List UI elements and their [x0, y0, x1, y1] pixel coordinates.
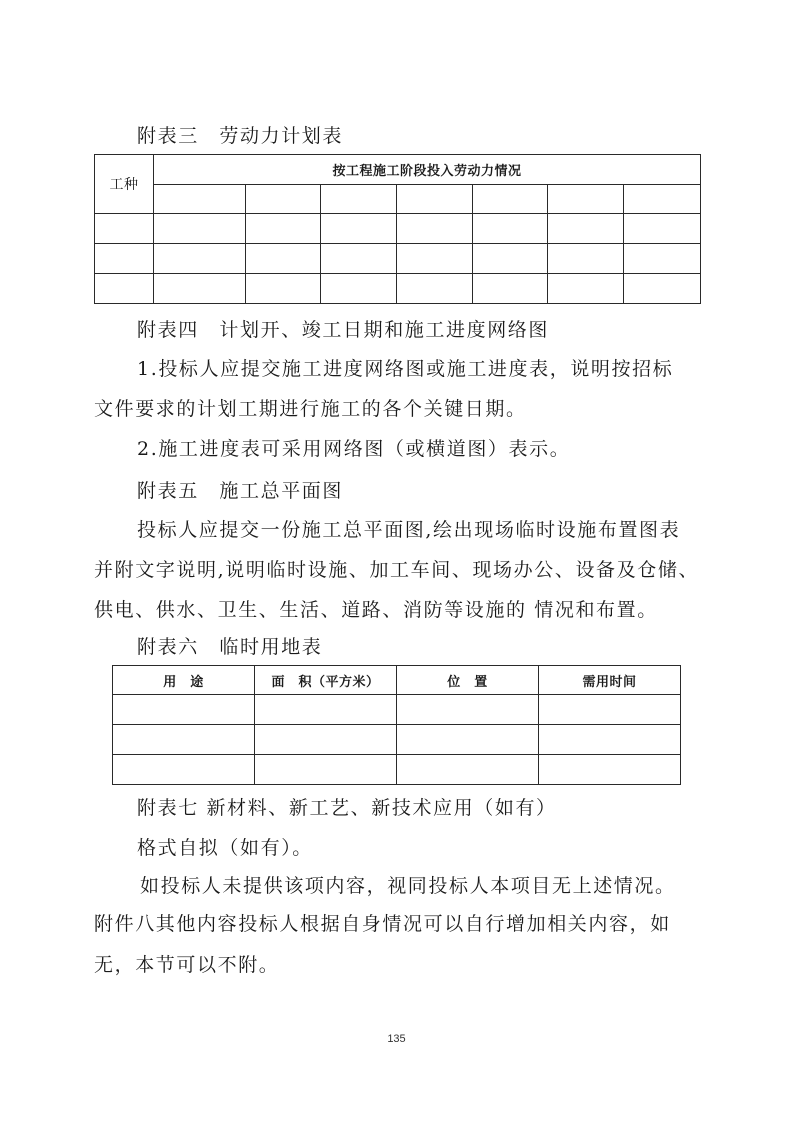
annex7-format: 格式自拟（如有）。: [137, 837, 313, 859]
stage-cell: [154, 185, 246, 214]
header-trade: 工种: [95, 155, 154, 214]
annex5-para-line1: 投标人应提交一份施工总平面图,绘出现场临时设施布置图表: [137, 519, 681, 541]
table-row: [95, 274, 701, 304]
annex4-item1-line1: 1.投标人应提交施工进度网络图或施工进度表，说明按招标: [137, 358, 674, 380]
table-row: [95, 244, 701, 274]
annex5-para-line2: 并附文字说明,说明临时设施、加工车间、现场办公、设备及仓储、: [94, 559, 700, 581]
table-row: [95, 214, 701, 244]
stage-cell: [473, 185, 548, 214]
annex5-para-line3: 供电、供水、卫生、生活、道路、消防等设施的 情况和布置。: [94, 599, 658, 621]
annex4-title: 附表四 计划开、竣工日期和施工进度网络图: [137, 319, 550, 341]
header-stage-labor: 按工程施工阶段投入劳动力情况: [154, 155, 701, 185]
table-row: [113, 755, 681, 785]
header-area: 面 积（平方米）: [255, 666, 397, 695]
stage-cell: [246, 185, 321, 214]
temporary-land-table: [112, 665, 681, 785]
header-required-time: 需用时间: [539, 666, 681, 695]
annex5-title: 附表五 施工总平面图: [137, 480, 344, 502]
annex7-title: 附表七 新材料、新工艺、新技术应用（如有）: [137, 797, 557, 819]
labor-plan-table: [94, 154, 701, 304]
stage-cell: [397, 185, 473, 214]
annex6-title: 附表六 临时用地表: [137, 636, 323, 658]
stage-cell: [624, 185, 701, 214]
page-number: 135: [387, 1033, 406, 1045]
stage-cell: [321, 185, 397, 214]
annex8-line2: 无，本节可以不附。: [94, 954, 280, 976]
table-row: [113, 725, 681, 755]
header-location: 位 置: [397, 666, 539, 695]
annex7-note: 如投标人未提供该项内容，视同投标人本项目无上述情况。: [140, 875, 676, 897]
annex4-item1-line2: 文件要求的计划工期进行施工的各个关键日期。: [94, 398, 527, 420]
stage-cell: [548, 185, 624, 214]
annex4-item2: 2.施工进度表可采用网络图（或横道图）表示。: [137, 438, 571, 460]
header-usage: 用 途: [113, 666, 255, 695]
annex3-title: 附表三 劳动力计划表: [137, 125, 344, 147]
table-row: [113, 695, 681, 725]
annex8-line1: 附件八其他内容投标人根据自身情况可以自行增加相关内容，如: [94, 913, 671, 935]
